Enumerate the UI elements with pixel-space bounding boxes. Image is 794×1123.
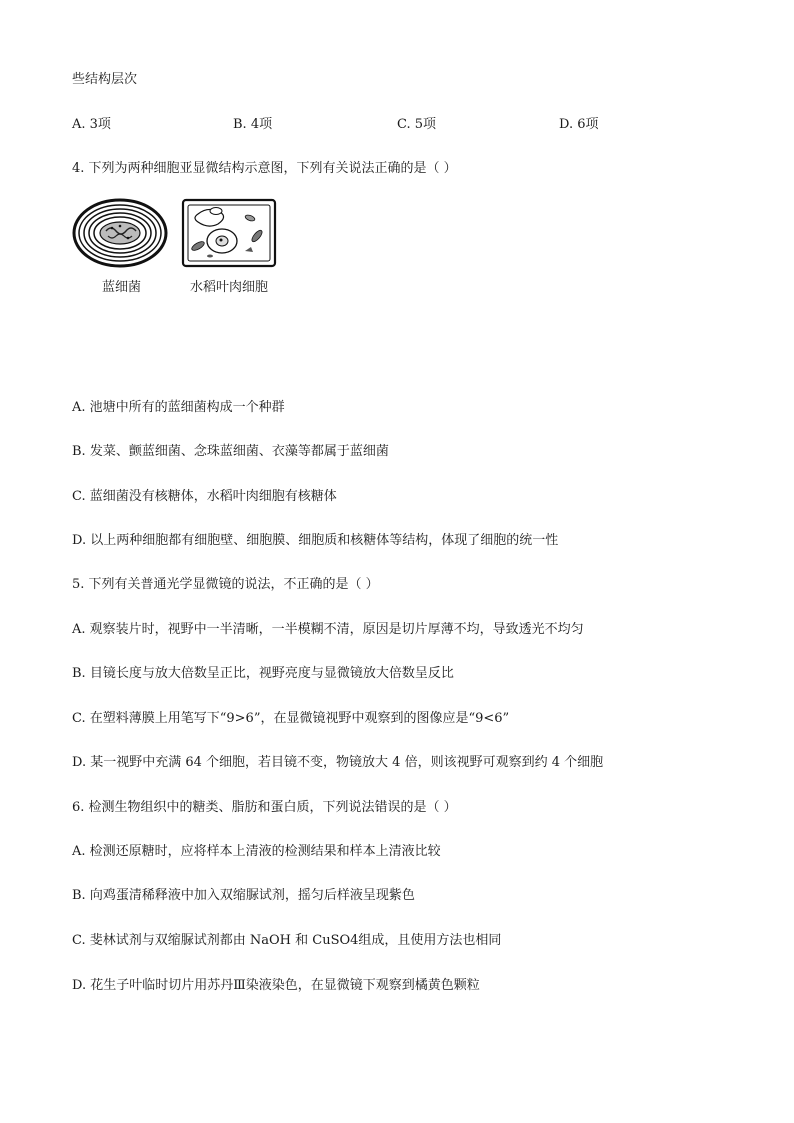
q6-option-d: D. 花生子叶临时切片用苏丹Ⅲ染液染色，在显微镜下观察到橘黄色颗粒 [72,978,480,993]
q4-option-c: C. 蓝细菌没有核糖体，水稻叶肉细胞有核糖体 [72,489,337,504]
q3-option-b: B. 4项 [233,117,273,132]
q3-option-d: D. 6项 [559,117,599,132]
q5-option-a: A. 观察装片时，视野中一半清晰，一半模糊不清，原因是切片厚薄不均，导致透光不均匀 [72,622,584,637]
cell-structure-figure [70,196,290,296]
cell-diagrams [70,196,290,276]
rice-leaf-cell-diagram [183,200,275,266]
q6-stem: 6. 检测生物组织中的糖类、脂肪和蛋白质，下列说法错误的是（ ） [72,800,457,815]
q5-option-c: C. 在塑料薄膜上用笔写下“9>6”，在显微镜视野中观察到的图像应是“9<6” [72,711,510,726]
q5-stem: 5. 下列有关普通光学显微镜的说法，不正确的是（ ） [72,577,379,592]
q4-option-b: B. 发菜、颤蓝细菌、念珠蓝细菌、衣藻等都属于蓝细菌 [72,444,389,459]
rice-leaf-cell-label: 水稻叶肉细胞 [190,280,269,295]
cyanobacteria-label: 蓝细菌 [102,280,142,295]
q5-option-d: D. 某一视野中充满 64 个细胞，若目镜不变，物镜放大 4 倍，则该视野可观察到约 4 个细胞 [72,755,604,770]
q6-option-a: A. 检测还原糖时，应将样本上清液的检测结果和样本上清液比较 [72,844,441,859]
q3-options-row [72,113,732,131]
q5-option-b: B. 目镜长度与放大倍数呈正比，视野亮度与显微镜放大倍数呈反比 [72,666,454,681]
cyanobacteria-diagram [74,200,166,266]
question-stem-continuation: 些结构层次 [72,72,138,87]
q4-option-d: D. 以上两种细胞都有细胞壁、细胞膜、细胞质和核糖体等结构，体现了细胞的统一性 [72,533,559,548]
q4-stem: 4. 下列为两种细胞亚显微结构示意图，下列有关说法正确的是（ ） [72,161,457,176]
q3-option-c: C. 5项 [397,117,437,132]
q3-option-a: A. 3项 [72,117,111,132]
q6-option-b: B. 向鸡蛋清稀释液中加入双缩脲试剂，摇匀后样液呈现紫色 [72,888,415,903]
q6-option-c: C. 斐林试剂与双缩脲试剂都由 NaOH 和 CuSO4组成，且使用方法也相同 [72,933,502,948]
q4-option-a: A. 池塘中所有的蓝细菌构成一个种群 [72,400,285,415]
